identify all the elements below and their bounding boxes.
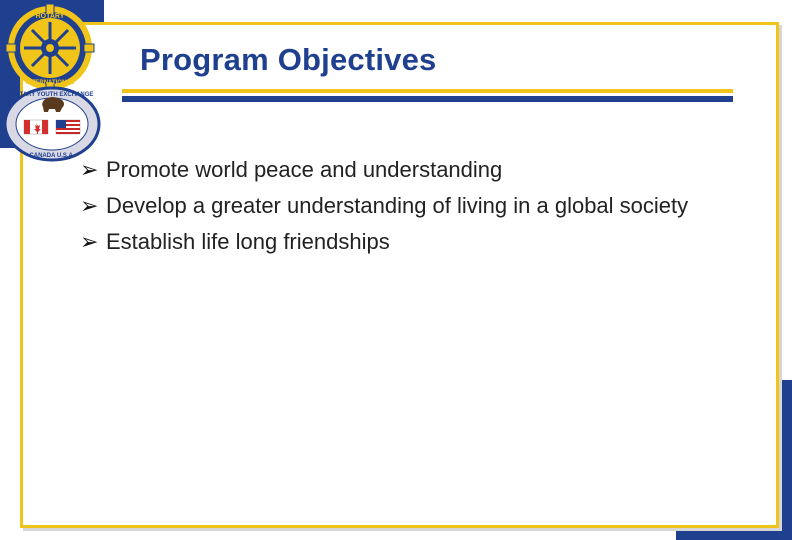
list-item (80, 188, 720, 224)
usa-flag-icon (56, 120, 80, 134)
list-item (80, 224, 720, 260)
exchange-ring-bottom: CANADA U.S.A. (29, 153, 75, 159)
slide-title: Program Objectives (140, 42, 437, 77)
arrow-bullet-icon: ➢ (80, 229, 99, 254)
objectives-list (80, 152, 720, 260)
arrow-bullet-icon: ➢ (80, 157, 99, 182)
youth-exchange-seal (2, 86, 102, 162)
exchange-ring-top: ROTARY YOUTH EXCHANGE (10, 92, 94, 98)
title-underline-blue (122, 96, 733, 102)
objective-text: Establish life long friendships (106, 229, 390, 254)
rotary-ring-top: ROTARY (35, 13, 65, 20)
objective-text: Develop a greater understanding of living in a global society (106, 193, 689, 218)
rotary-ring-bottom: INTERNATIONAL (25, 80, 75, 86)
arrow-bullet-icon: ➢ (80, 193, 99, 218)
list-item (80, 152, 720, 188)
canada-flag-icon (24, 120, 48, 134)
rotary-wheel-logo (2, 2, 100, 94)
objective-text: Promote world peace and understanding (106, 157, 503, 182)
title-underline-gold (122, 89, 733, 93)
